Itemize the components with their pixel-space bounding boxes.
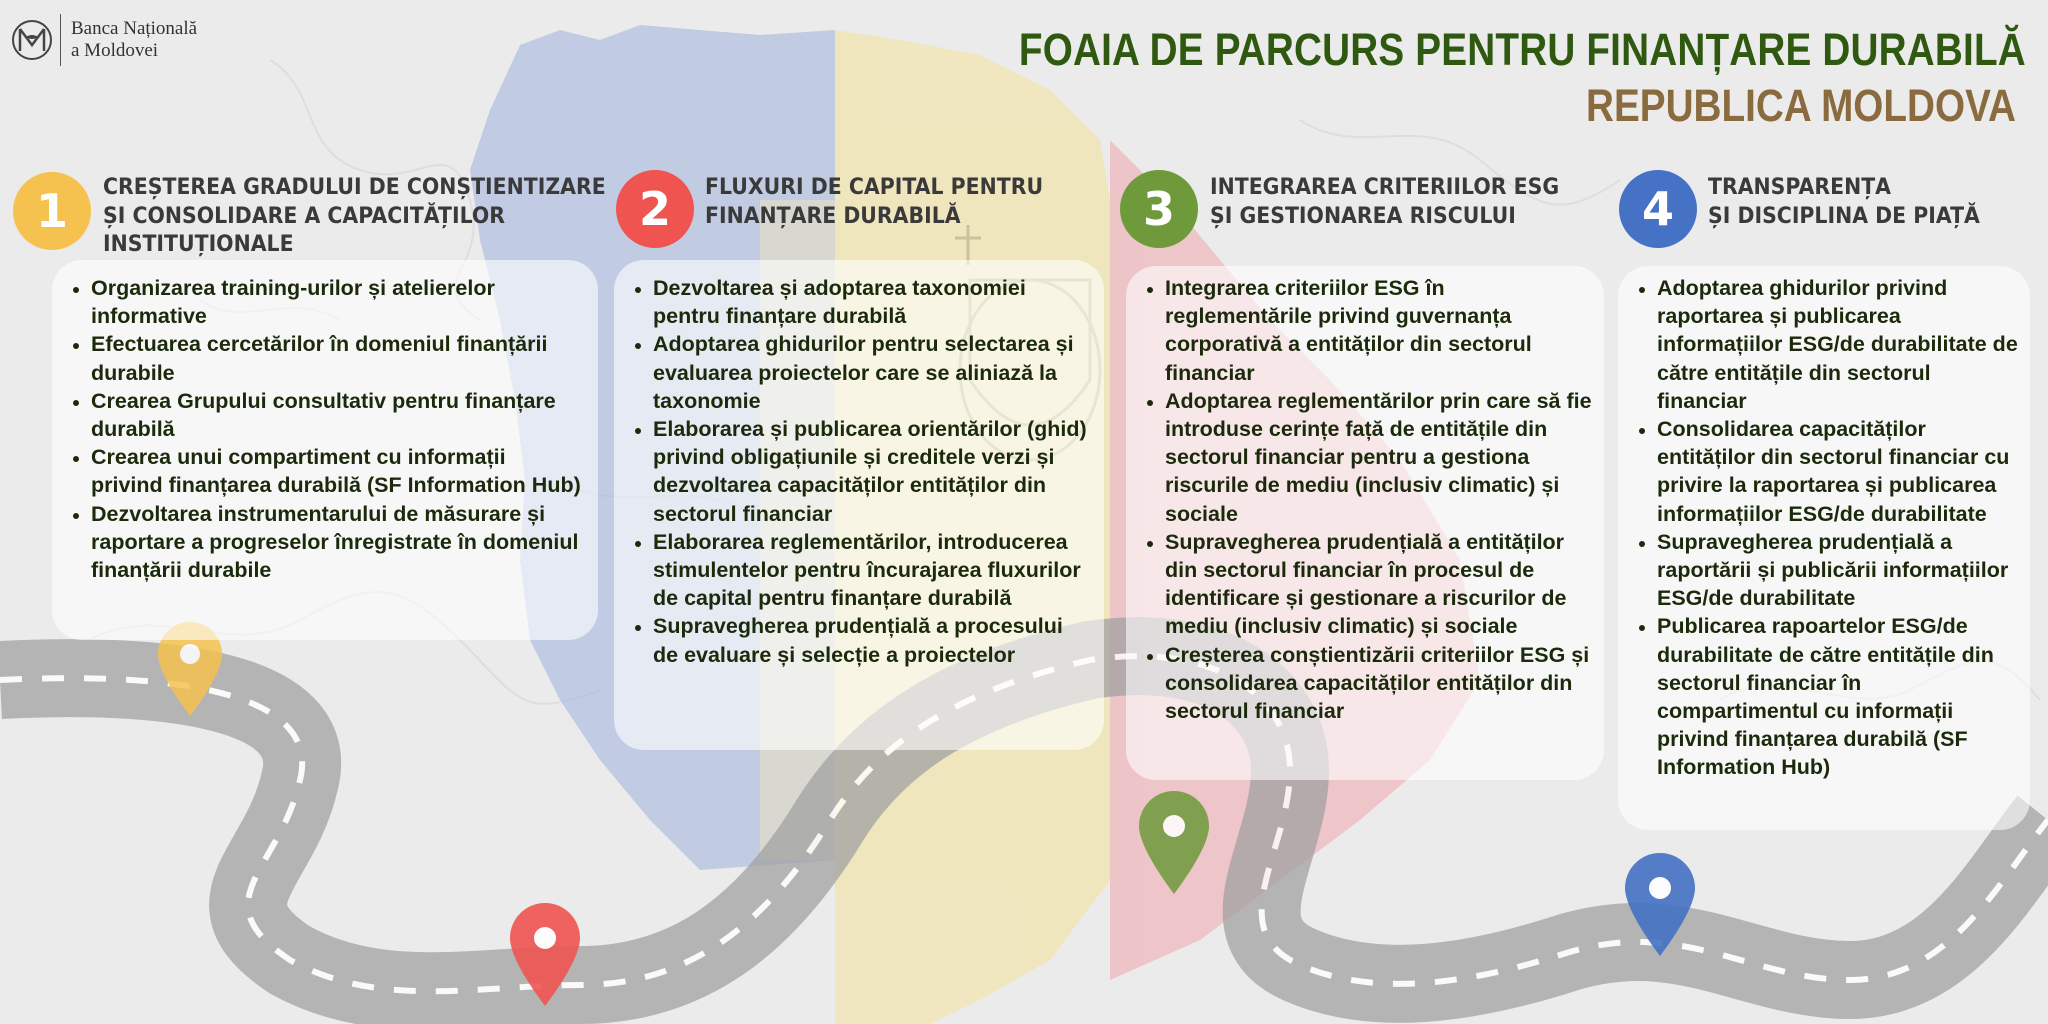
list-item: • Dezvoltarea și adoptarea taxonomiei pentru finanțare durabilă [653, 274, 1092, 330]
section-2-card [614, 260, 1104, 750]
list-item: • Crearea unui compartiment cu informații privind finanțarea durabilă (SF Information Hub) [91, 443, 582, 499]
section-4-card [1618, 266, 2030, 830]
list-item: • Adoptarea ghidurilor privind raportarea și publicarea informațiilor ESG/de durabilitate de către entitățile din sectorul financiar [1657, 274, 2020, 415]
logo-text [71, 18, 197, 62]
section-3-card [1126, 266, 1604, 780]
section-2-title [705, 174, 1043, 231]
logo-line-2: a Moldovei [71, 40, 159, 61]
section-4-title-line: TRANSPARENȚA [1708, 175, 1892, 200]
list-item: • Supravegherea prudențială a entităților din sectorul financiar în procesul de identificare și gestionare a riscurilor de mediu (inclusiv climatic) și sociale [1165, 528, 1592, 641]
section-4-title-line: ȘI DISCIPLINA DE PIAȚĂ [1708, 203, 1980, 229]
list-item: • Supravegherea prudențială a raportării și publicării informațiilor ESG/de durabilitate [1657, 528, 2020, 613]
list-item: • Supravegherea prudențială a procesului de evaluare și selecție a proiectelor [653, 612, 1092, 668]
list-item: • Elaborarea și publicarea orientărilor (ghid) privind obligațiunile și creditele verzi și dezvoltarea capacităților entităților din sectorul financiar [653, 415, 1092, 528]
list-item: • Elaborarea reglementărilor, introducerea stimulentelor pentru încurajarea fluxurilor de capital pentru finanțare durabilă [653, 528, 1092, 613]
list-item: • Integrarea criteriilor ESG în reglementările privind guvernanța corporativă a entităților din sectorul financiar [1165, 274, 1592, 387]
section-3-list [1126, 274, 1604, 725]
section-1-number-badge: 1 [13, 172, 91, 250]
section-4-number-badge: 4 [1619, 170, 1697, 248]
list-item: • Adoptarea reglementărilor prin care să fie introduse cerințe față de entitățile din sectorul financiar pentru a gestiona riscurile de mediu (inclusiv climatic) și sociale [1165, 387, 1592, 528]
section-2-title-line: FINANȚARE DURABILĂ [705, 203, 961, 229]
section-4-title [1708, 174, 1980, 231]
section-1-list [52, 274, 598, 584]
section-3-title [1210, 174, 1559, 231]
section-3-title-line: ȘI GESTIONAREA RISCULUI [1210, 203, 1516, 229]
list-item: • Efectuarea cercetărilor în domeniul finanțării durabile [91, 330, 582, 386]
list-item: • Dezvoltarea instrumentarului de măsurare și raportare a progreselor înregistrate în domeniul finanțării durabile [91, 500, 582, 585]
logo-line-1: Banca Națională [71, 18, 198, 39]
section-1-card [52, 260, 598, 640]
section-2-title-line: FLUXURI DE CAPITAL PENTRU [705, 175, 1044, 200]
list-item: • Crearea Grupului consultativ pentru finanțare durabilă [91, 387, 582, 443]
bnm-emblem-icon [10, 15, 54, 65]
section-1-title-line: CREȘTEREA GRADULUI DE CONȘTIENTIZARE [103, 175, 606, 200]
section-1-title-line: ȘI CONSOLIDARE A CAPACITĂȚILOR [103, 203, 506, 229]
section-3-number-badge: 3 [1120, 170, 1198, 248]
main-subtitle: REPUBLICA MOLDOVA [1586, 80, 2016, 131]
section-2-list [614, 274, 1104, 669]
list-item: • Publicarea rapoartelor ESG/de durabilitate de către entitățile din sectorul financiar în compartimentul cu informații privind finanțarea durabilă (SF Information Hub) [1657, 612, 2020, 781]
list-item: • Organizarea training-urilor și atelierelor informative [91, 274, 582, 330]
section-3-title-line: INTEGRAREA CRITERIILOR ESG [1210, 175, 1560, 200]
bnm-logo [10, 14, 197, 66]
section-1-title-line: INSTITUȚIONALE [103, 232, 294, 257]
main-title: FOAIA DE PARCURS PENTRU FINANȚARE DURABILĂ [1019, 24, 2026, 75]
section-1-title [103, 174, 606, 260]
list-item: • Consolidarea capacităților entităților din sectorul financiar cu privire la raportarea și publicarea informațiilor ESG/de durabilitate [1657, 415, 2020, 528]
list-item: • Creșterea conștientizării criteriilor ESG și consolidarea capacităților entităților din sectorul financiar [1165, 641, 1592, 726]
section-2-number-badge: 2 [616, 170, 694, 248]
list-item: • Adoptarea ghidurilor pentru selectarea și evaluarea proiectelor care se aliniază la taxonomie [653, 330, 1092, 415]
section-4-list [1618, 274, 2030, 782]
logo-separator [60, 14, 61, 66]
